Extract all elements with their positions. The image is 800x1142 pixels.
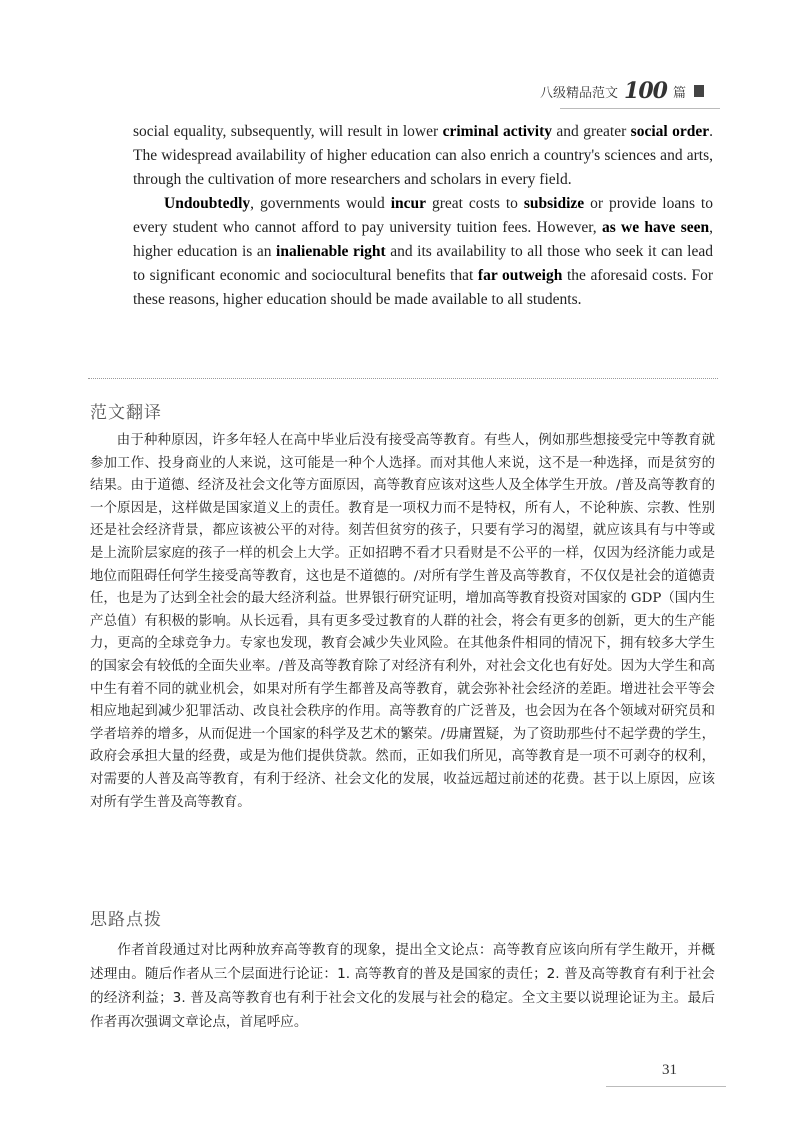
series-title: 八级精品范文: [540, 85, 619, 101]
analysis-heading: 思路点拨: [90, 910, 162, 930]
essay-paragraph-2: Undoubtedly, governments would incur great costs to subsidize or provide loans to every student who cannot afford to pay university tuition fees. However, as we have seen, higher education is an inalienable right and its availability to all those who seek it can lead to significant economic and sociocultural benefits that far outweigh the aforesaid costs. For these reasons, higher education should be made available to all students.: [133, 195, 714, 308]
analysis-body: [90, 938, 715, 1034]
section-divider: [88, 378, 718, 379]
series-number: 100: [624, 78, 667, 104]
keyword: criminal activity: [442, 123, 553, 140]
header-rule: [560, 108, 720, 109]
keyword: subsidize: [523, 195, 585, 212]
translation-body: [90, 430, 715, 814]
keyword: inalienable right: [276, 243, 386, 260]
header-block-decoration: [694, 85, 704, 97]
series-suffix: 篇: [672, 85, 686, 101]
essay-paragraph-1: social equality, subsequently, will result in lower criminal activity and greater social order. The widespread availability of higher education can also enrich a country's sciences and arts, through the cultivation of more researchers and scholars in every field.: [133, 123, 713, 188]
essay-body: [133, 120, 713, 312]
keyword: far outweigh: [477, 267, 563, 284]
translation-paragraph: 由于种种原因，许多年轻人在高中毕业后没有接受高等教育。有些人，例如那些想接受完中等教育就参加工作、投身商业的人来说，这可能是一种个人选择。而对其他人来说，这不是一种选择，而是贫穷的结果。由于道德、经济及社会文化等方面原因，高等教育应该对这些人及全体学生开放。/普及高等教育的一个原因是，这样做是国家道义上的责任。教育是一项权力而不是特权，所有人，不论种族、宗教、性别还是社会经济背景，都应该被公平的对待。刻苦但贫穷的孩子，只要有学习的渴望，就应该具有与中等或是上流阶层家庭的孩子一样的机会上大学。正如招聘不看才只看财是不公平的一样，仅因为经济能力或是地位而阻碍任何学生接受高等教育，这也是不道德的。/对所有学生普及高等教育，不仅仅是社会的道德责任，也是为了达到全社会的最大经济利益。世界银行研究证明，增加高等教育投资对国家的 GDP（国内生产总值）有积极的影响。从长远看，具有更多受过教育的人群的社会，将会有更多的创新，更大的生产能力，更高的全球竞争力。专家也发现，教育会减少失业风险。在其他条件相同的情况下，拥有较多大学生的国家会有较低的全面失业率。/普及高等教育除了对经济有利外，对社会文化也有好处。因为大学生和高中生有着不同的就业机会，如果对所有学生都普及高等教育，就会弥补社会经济的差距。增进社会平等会相应地起到减少犯罪活动、改良社会秩序的作用。高等教育的广泛普及，也会因为在各个领域对研究员和学者培养的增多，从而促进一个国家的科学及艺术的繁荣。/毋庸置疑，为了资助那些付不起学费的学生，政府会承担大量的经费，或是为他们提供贷款。然而，正如我们所见，高等教育是一项不可剥夺的权利，对需要的人普及高等教育，有利于经济、社会文化的发展，收益远超过前述的花费。甚于以上原因，应该对所有学生普及高等教育。: [90, 433, 715, 810]
keyword: social order: [630, 123, 710, 140]
page-number-rule: [606, 1086, 726, 1087]
translation-heading: 范文翻译: [90, 403, 162, 423]
analysis-paragraph: 作者首段通过对比两种放弃高等教育的现象，提出全文论点：高等教育应该向所有学生敞开，并概述理由。随后作者从三个层面进行论证：1. 高等教育的普及是国家的责任；2. 普及高等教育有利于社会的经济利益；3. 普及高等教育也有利于社会文化的发展与社会的稳定。全文主要以说理论证为主。最后作者再次强调文章论点，首尾呼应。: [90, 942, 715, 1030]
page-number: 31: [662, 1062, 677, 1078]
keyword: Undoubtedly: [164, 195, 251, 212]
keyword: incur: [390, 195, 427, 212]
running-header: [540, 78, 704, 104]
keyword: as we have seen: [601, 219, 710, 236]
